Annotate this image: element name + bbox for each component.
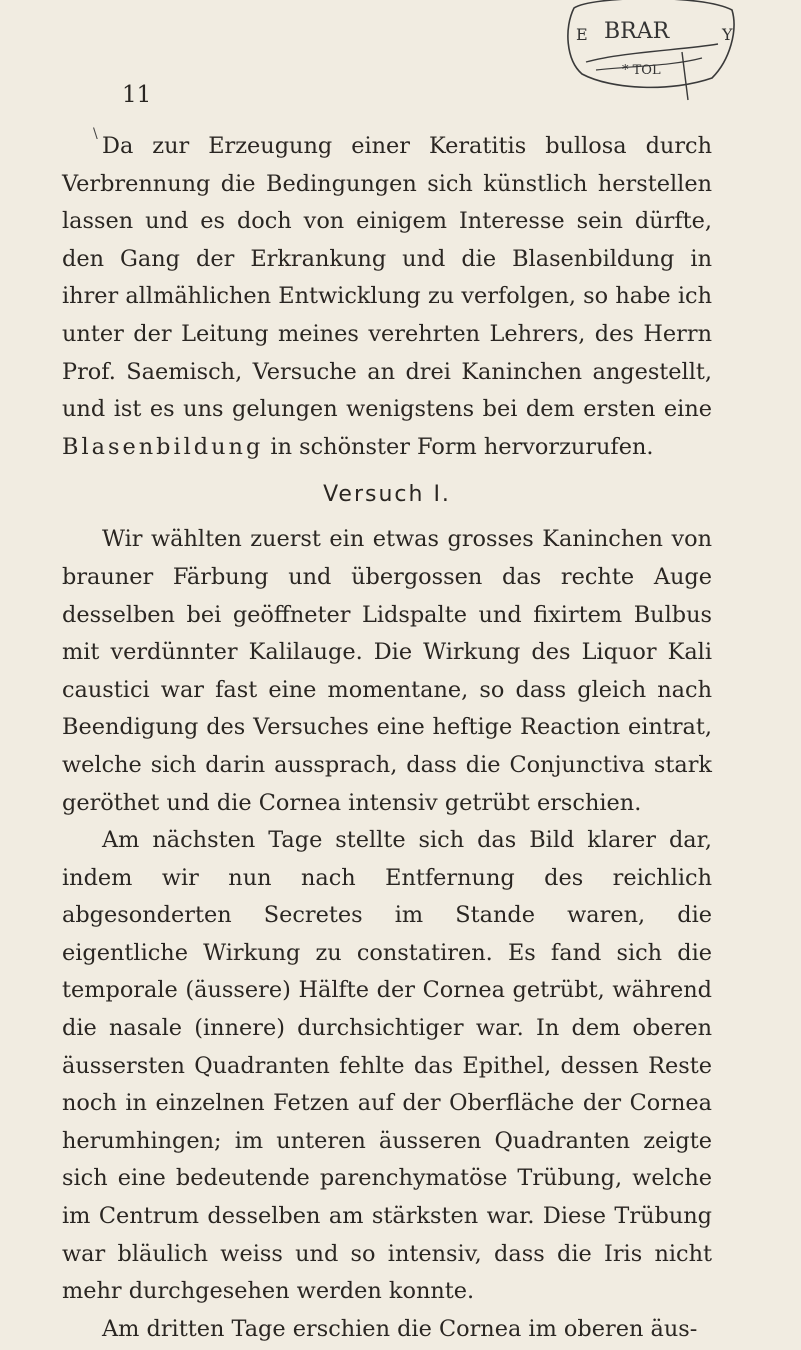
paragraph-2: Am nächsten Tage stellte sich das Bild klarer dar, indem wir nun nach Entfernung des reichlich abgesonderten Secretes im Stande waren, die eigentliche Wirkung zu constatiren. Es fand sich die temporale (äussere) Hälfte der Cornea getrübt, während die nasale (innere) durchsichtiger war. In dem oberen äussersten Quadranten fehlte das Epithel, dessen Reste noch in einzelnen Fetzen auf der Oberfläche der Cornea herumhingen; im unteren äusseren Quadranten zeigte sich eine bedeutende parenchymatöse Trübung, welche im Centrum desselben am stärksten war. Diese Trübung war bläulich weiss und so intensiv, dass die Iris nicht mehr durchgesehen werden konnte. (62, 827, 712, 1305)
stamp-left: E (576, 25, 588, 44)
section-heading: Versuch I. (323, 482, 451, 508)
paragraph-1: Wir wählten zuerst ein etwas grosses Kaninchen von brauner Färbung und übergossen das rechte Auge desselben bei geöffneter Lidspalte und fixirtem Bulbus mit verdünnter Kalilauge. Die Wirkung des Liquor Kali caustici war fast eine momentane, so dass gleich nach Beendigung des Versuches eine heftige Reaction eintrat, welche sich darin aussprach, dass die Conjunctiva stark geröthet und die Cornea intensiv getrübt erschien. (62, 526, 712, 816)
stamp-text: BRAR (604, 19, 670, 44)
intro-emphasis: Blasenbildung (62, 433, 264, 460)
stamp-right: Y (722, 25, 733, 44)
intro-paragraph (62, 128, 712, 466)
intro-end: in schönster Form hervorzurufen. (263, 433, 654, 460)
intro-text: Da zur Erzeugung einer Keratitis bullosa durch Verbrennung die Bedingungen sich künstlich herstellen lassen und es doch von einigem Interesse sein dürfte, den Gang der Erkrankung und die Blasenbildung in ihrer allmählichen Entwicklung zu verfolgen, so habe ich unter der Leitung meines verehrten Lehrers, des Herrn Prof. Saemisch, Versuche an drei Kaninchen angestellt, und ist es uns gelungen wenigstens bei dem ersten eine (62, 133, 712, 423)
library-stamp (552, 0, 742, 104)
page-number: 11 (122, 82, 152, 108)
paragraph-3: Am dritten Tage erschien die Cornea im oberen äus- (102, 1315, 698, 1342)
pencil-mark: \ (93, 126, 98, 142)
body-text (62, 128, 712, 1348)
stamp-bottom: * TOL (622, 63, 661, 78)
